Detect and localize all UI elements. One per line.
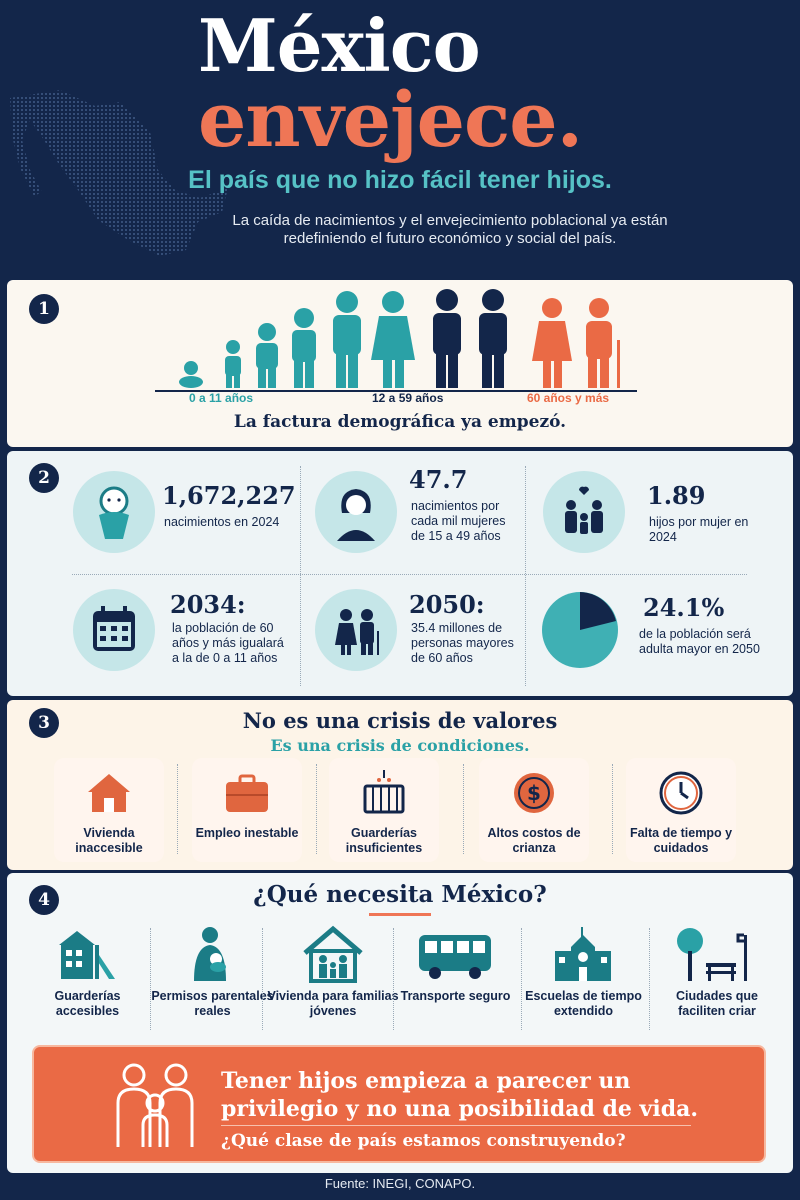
stat-value: 47.7 — [409, 465, 468, 494]
need-item — [25, 925, 150, 1035]
elderly-couple-icon — [315, 589, 397, 671]
need-label: Permisos parentales reales — [151, 989, 274, 1018]
section-1-demographics — [7, 280, 793, 447]
svg-text:$: $ — [527, 781, 541, 805]
section-1-caption: La factura demográfica ya empezó. — [233, 412, 567, 432]
section-number-1: 1 — [29, 294, 59, 324]
baby-icon — [73, 471, 155, 553]
family-icon — [543, 471, 625, 553]
title-line-2: envejece. — [198, 75, 583, 164]
divider — [300, 466, 301, 686]
cause-card — [329, 758, 439, 862]
briefcase-icon — [222, 768, 272, 818]
cause-label: Altos costos de crianza — [487, 826, 581, 855]
bus-icon — [415, 925, 495, 985]
stat-value: 1,672,227 — [162, 481, 296, 510]
divider — [72, 574, 747, 575]
stat-text: hijos por mujer en 2024 — [649, 515, 749, 544]
divider — [525, 466, 526, 686]
stat-text: nacimientos en 2024 — [164, 515, 280, 529]
section-3-causes — [7, 700, 793, 870]
calendar-icon — [73, 589, 155, 671]
stat-text: de la población será adulta mayor en 2050 — [639, 627, 760, 656]
daycare-building-icon — [55, 925, 119, 985]
stat-value: 2034: — [170, 590, 246, 619]
age-label-elderly: 60 años y más — [527, 391, 610, 405]
woman-icon — [315, 471, 397, 553]
intro-text: La caída de nacimientos y el envejecimiento poblacional ya están redefiniendo el futuro económico y social del país. — [232, 212, 668, 247]
stat-text: la población de 60 años y más igualará a la de 0 a 11 años — [172, 621, 284, 665]
school-icon — [551, 925, 615, 985]
banner-text: Tener hijos empieza a parecer un privilegio y no una posibilidad de vida. — [221, 1068, 698, 1122]
section-number-3: 3 — [29, 708, 59, 738]
age-label-adult: 12 a 59 años — [372, 391, 444, 405]
section-3-subtitle: Es una crisis de condiciones. — [270, 736, 530, 755]
cause-label: Falta de tiempo y cuidados — [629, 826, 733, 855]
cause-card — [479, 758, 589, 862]
cause-label: Empleo inestable — [195, 826, 299, 840]
title-line-1: México — [198, 3, 480, 88]
need-label: Guarderías accesibles — [54, 989, 121, 1018]
need-item — [150, 925, 275, 1035]
divider — [177, 764, 178, 854]
need-label: Escuelas de tiempo extendido — [525, 989, 642, 1018]
divider — [463, 764, 464, 854]
crib-icon — [359, 768, 409, 818]
family-house-icon — [301, 925, 365, 985]
subtitle: El país que no hizo fácil tener hijos. — [188, 166, 612, 194]
section-2-stats — [7, 451, 793, 696]
section-4-title: ¿Qué necesita México? — [253, 881, 547, 908]
park-icon — [674, 925, 754, 985]
house-icon — [84, 768, 134, 818]
banner-divider — [221, 1125, 691, 1126]
need-label: Vivienda para familias jóvenes — [267, 989, 399, 1018]
source-note: Fuente: INEGI, CONAPO. — [324, 1176, 476, 1191]
section-3-title: No es una crisis de valores — [242, 708, 558, 733]
need-item — [393, 925, 518, 1035]
need-item — [263, 925, 403, 1035]
dollar-coin-icon — [509, 768, 559, 818]
title-underline — [369, 913, 431, 916]
population-people-icon — [147, 288, 647, 392]
section-number-2: 2 — [29, 463, 59, 493]
section-number-4: 4 — [29, 885, 59, 915]
divider — [316, 764, 317, 854]
need-label: Transporte seguro — [400, 989, 511, 1003]
clock-icon — [656, 768, 706, 818]
stat-value: 2050: — [409, 590, 485, 619]
divider — [612, 764, 613, 854]
closing-banner — [32, 1045, 766, 1163]
cause-card — [626, 758, 736, 862]
stat-text: nacimientos por cada mil mujeres de 15 a 49 años — [411, 499, 506, 543]
age-label-young: 0 a 11 años — [189, 391, 254, 405]
need-item — [521, 925, 646, 1035]
need-item — [652, 925, 782, 1035]
cause-label: Guarderías insuficientes — [345, 826, 423, 855]
section-4-needs — [7, 873, 793, 1173]
banner-question: ¿Qué clase de país estamos construyendo? — [221, 1131, 626, 1151]
pie-chart-icon — [539, 589, 621, 671]
stat-value: 24.1% — [643, 593, 725, 622]
cause-card — [54, 758, 164, 862]
family-outline-icon — [106, 1057, 206, 1153]
need-label: Ciudades que faciliten criar — [676, 989, 758, 1018]
cause-card — [192, 758, 302, 862]
divider — [649, 928, 650, 1030]
stat-value: 1.89 — [647, 481, 706, 510]
parent-baby-icon — [180, 925, 244, 985]
cause-label: Vivienda inaccesible — [75, 826, 143, 855]
stat-text: 35.4 millones de personas mayores de 60 años — [411, 621, 514, 665]
